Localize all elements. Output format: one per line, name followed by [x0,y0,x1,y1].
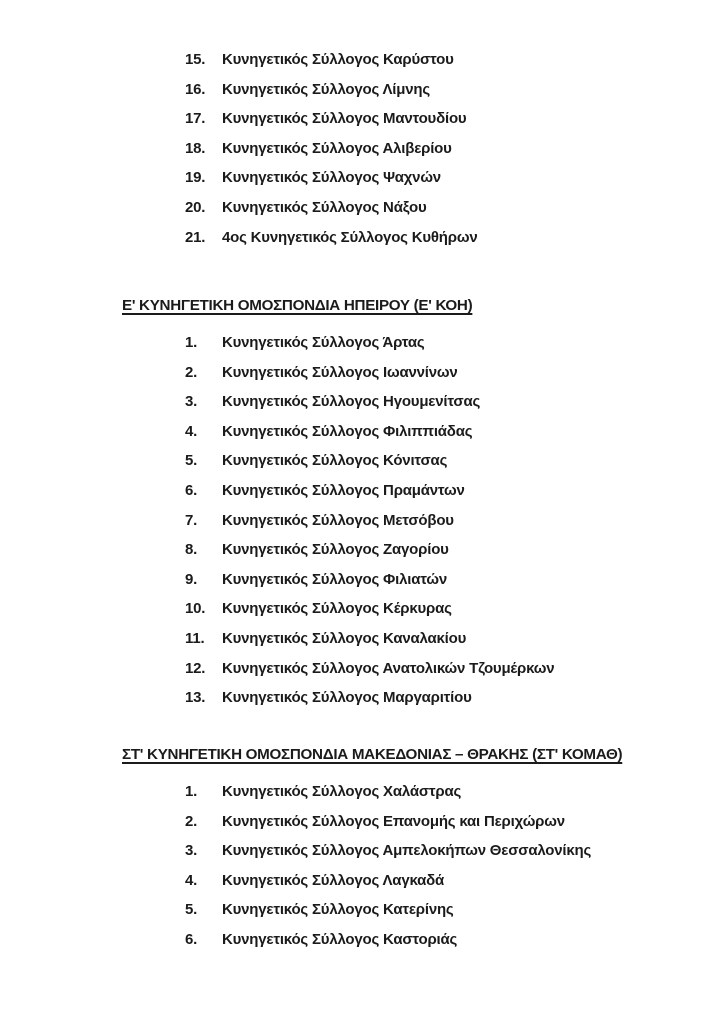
club-name: Κυνηγετικός Σύλλογος Φιλιππιάδας [222,422,473,440]
club-list-item [0,901,725,931]
club-number: 15. [185,51,206,68]
club-number: 17. [185,110,206,128]
club-number: 3. [185,842,198,860]
club-list-item [0,51,725,81]
club-list-item [0,931,725,961]
club-list-item [0,364,725,394]
club-number: 13. [185,689,206,707]
club-number: 20. [185,199,206,217]
club-list-item [0,872,725,902]
club-name: Κυνηγετικός Σύλλογος Κατερίνης [222,901,454,919]
club-list-item [0,813,725,843]
club-list-item [0,689,725,719]
club-list-item [0,229,725,259]
club-name: Κυνηγετικός Σύλλογος Καναλακίου [222,630,467,648]
club-name: Κυνηγετικός Σύλλογος Κόνιτσας [222,452,448,470]
club-name: Κυνηγετικός Σύλλογος Ιωαννίνων [222,363,458,381]
club-list-item [0,571,725,601]
club-number: 11. [185,630,205,648]
club-name: Κυνηγετικός Σύλλογος Φιλιατών [222,570,447,588]
federation-section [0,296,725,719]
club-list-item [0,199,725,229]
club-list-item [0,482,725,512]
club-name: Κυνηγετικός Σύλλογος Καστοριάς [222,931,458,949]
club-number: 12. [185,659,206,677]
club-number: 7. [185,511,198,529]
club-name: Κυνηγετικός Σύλλογος Επανομής και Περιχώρων [222,812,565,830]
club-number: 21. [185,228,206,246]
club-number: 9. [185,570,198,588]
club-list [0,51,725,258]
section-heading: ΣΤ' ΚΥΝΗΓΕΤΙΚΗ ΟΜΟΣΠΟΝΔΙΑ ΜΑΚΕΔΟΝΙΑΣ – ΘΡΑΚΗΣ (ΣΤ' ΚΟΜΑΘ) [122,746,623,763]
club-name: Κυνηγετικός Σύλλογος Καρύστου [222,51,454,68]
club-name: Κυνηγετικός Σύλλογος Ψαχνών [222,169,441,187]
club-name: Κυνηγετικός Σύλλογος Ζαγορίου [222,541,449,559]
club-list-item [0,169,725,199]
club-name: Κυνηγετικός Σύλλογος Λίμνης [222,80,430,98]
club-number: 5. [185,452,198,470]
club-number: 10. [185,600,206,618]
club-name: Κυνηγετικός Σύλλογος Μαντουδίου [222,110,467,128]
club-list-item [0,423,725,453]
club-number: 5. [185,901,198,919]
club-name: Κυνηγετικός Σύλλογος Μετσόβου [222,511,454,529]
club-list [0,783,725,961]
club-number: 4. [185,422,198,440]
club-list-item [0,512,725,542]
club-list-item [0,600,725,630]
club-list-item [0,660,725,690]
club-list-item [0,81,725,111]
club-number: 6. [185,931,198,949]
club-number: 4. [185,871,198,889]
club-name: Κυνηγετικός Σύλλογος Αλιβερίου [222,139,452,157]
club-list-item [0,783,725,813]
club-name: Κυνηγετικός Σύλλογος Νάξου [222,199,427,217]
club-name: Κυνηγετικός Σύλλογος Ανατολικών Τζουμέρκων [222,659,555,677]
club-number: 18. [185,139,206,157]
club-number: 19. [185,169,206,187]
club-number: 3. [185,393,198,411]
club-name: Κυνηγετικός Σύλλογος Αμπελοκήπων Θεσσαλονίκης [222,842,592,860]
club-name: Κυνηγετικός Σύλλογος Λαγκαδά [222,871,445,889]
club-number: 16. [185,80,206,98]
club-list-item [0,842,725,872]
club-list-item [0,541,725,571]
club-list-item [0,452,725,482]
club-list-item [0,140,725,170]
club-number: 8. [185,541,198,559]
club-name: Κυνηγετικός Σύλλογος Χαλάστρας [222,783,462,800]
club-name: Κυνηγετικός Σύλλογος Πραμάντων [222,482,465,500]
club-number: 6. [185,482,198,500]
club-number: 1. [185,783,198,800]
club-name: Κυνηγετικός Σύλλογος Κέρκυρας [222,600,452,618]
federation-section [0,745,725,961]
club-number: 1. [185,334,198,351]
club-list [0,334,725,719]
club-list-item [0,334,725,364]
club-name: Κυνηγετικός Σύλλογος Άρτας [222,334,425,351]
club-name: Κυνηγετικός Σύλλογος Μαργαριτίου [222,689,472,707]
club-number: 2. [185,812,198,830]
club-list-item [0,110,725,140]
club-name: 4ος Κυνηγετικός Σύλλογος Κυθήρων [222,228,478,246]
federation-section [0,51,725,258]
club-list-item [0,393,725,423]
club-list-item [0,630,725,660]
club-name: Κυνηγετικός Σύλλογος Ηγουμενίτσας [222,393,481,411]
club-number: 2. [185,363,198,381]
section-heading: Ε' ΚΥΝΗΓΕΤΙΚΗ ΟΜΟΣΠΟΝΔΙΑ ΗΠΕΙΡΟΥ (Ε' ΚΟΗ) [122,297,473,314]
